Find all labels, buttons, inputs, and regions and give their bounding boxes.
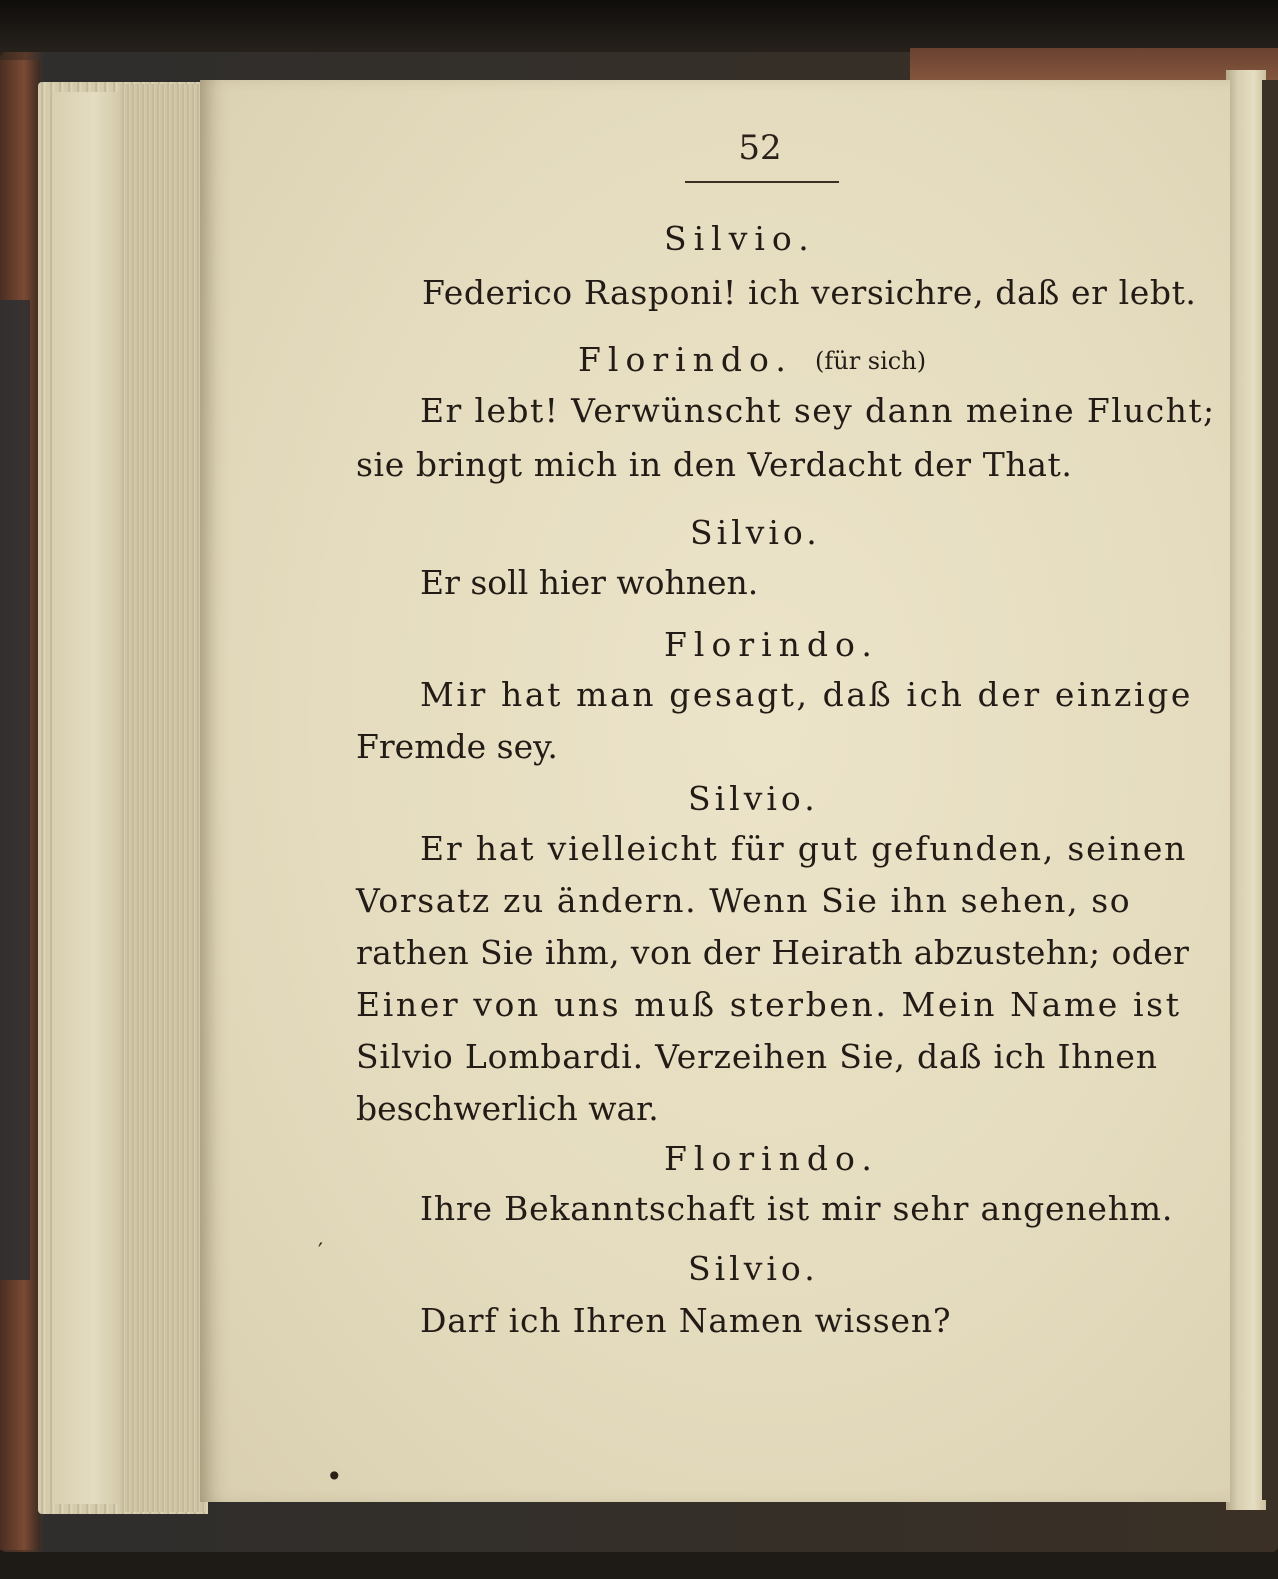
speech-line: rathen Sie ihm, von der Heirath abzustehn; oder <box>356 933 1190 972</box>
ink-mark: ′ <box>318 1240 323 1265</box>
speaker-heading: Silvio. <box>690 513 821 552</box>
speech-line: Ihre Bekanntschaft ist mir sehr angenehm. <box>420 1189 1174 1228</box>
cover-edge-right <box>1262 80 1278 1500</box>
speaker-heading: Silvio. <box>664 219 816 258</box>
cover-worn-patch <box>0 300 30 1280</box>
ink-blot: • <box>326 1460 343 1493</box>
speaker-heading: Florindo. <box>664 625 879 664</box>
speaker-heading: Florindo. <box>578 340 793 379</box>
speech-line: Silvio Lombardi. Verzeihen Sie, daß ich Ihnen <box>356 1037 1158 1076</box>
speech-line: sie bringt mich in den Verdacht der That. <box>356 445 1073 484</box>
speech-line: Mir hat man gesagt, daß ich der einzige <box>420 675 1193 714</box>
speech-line: Darf ich Ihren Namen wissen? <box>420 1301 952 1340</box>
speaker-heading: Florindo. <box>664 1139 879 1178</box>
speech-line: Vorsatz zu ändern. Wenn Sie ihn sehen, so <box>356 881 1132 920</box>
page-stack-inner <box>52 92 122 1504</box>
speaker-heading: Silvio. <box>688 1249 819 1288</box>
speech-line: Federico Rasponi! ich versichre, daß er lebt. <box>422 273 1197 312</box>
speech-line: Er soll hier wohnen. <box>420 563 759 602</box>
speaker-heading: Silvio. <box>688 779 819 818</box>
page-number: 52 <box>738 128 782 168</box>
page-edge-right <box>1226 70 1266 1510</box>
page-stack-edge <box>120 84 206 1512</box>
speech-line: Er lebt! Verwünscht sey dann meine Flucht; <box>420 391 1216 430</box>
speech-line: Einer von uns muß sterben. Mein Name ist <box>356 985 1182 1024</box>
speech-line: beschwerlich war. <box>356 1089 659 1128</box>
stage-direction: (für sich) <box>815 347 927 375</box>
page-number-rule <box>685 181 839 183</box>
speech-line: Fremde sey. <box>356 727 558 766</box>
speech-line: Er hat vielleicht für gut gefunden, seinen <box>420 829 1188 868</box>
